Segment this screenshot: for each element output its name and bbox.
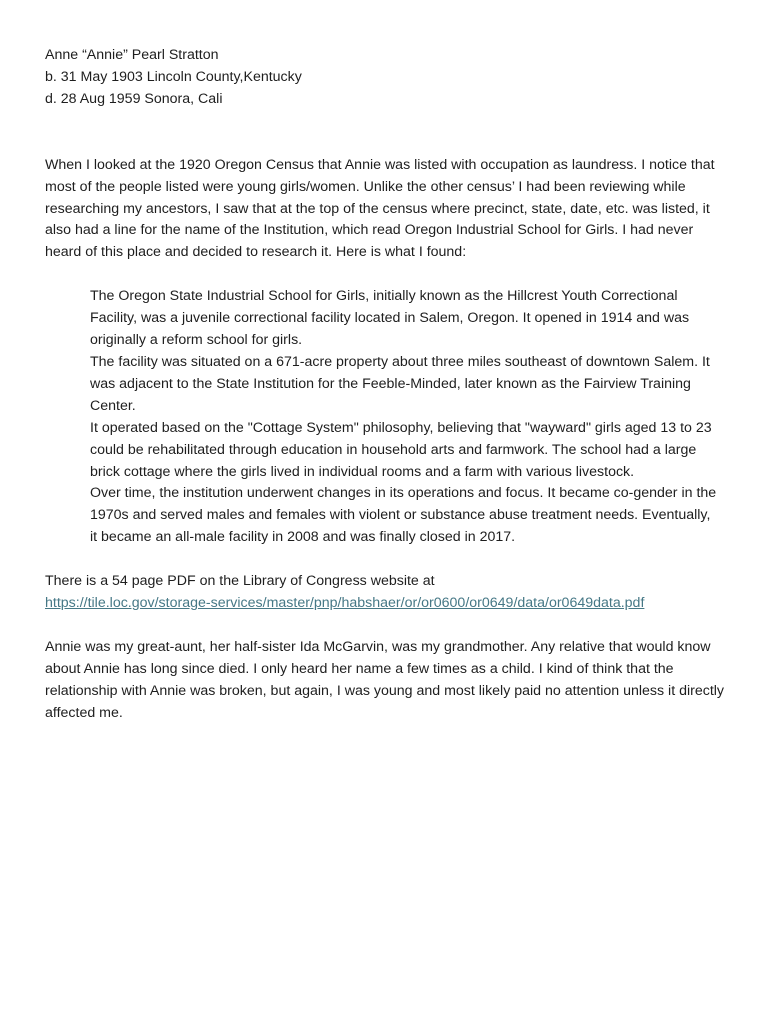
- quote-paragraph: Over time, the institution underwent changes in its operations and focus. It became co-gender in the 1970s and served males and females with violent or substance abuse treatment needs. Eventually, it became an all-male facility in 2008 and was finally closed in 2017.: [90, 485, 717, 546]
- person-name: Anne “Annie” Pearl Stratton: [45, 47, 219, 63]
- spacer: [45, 111, 727, 155]
- death-info: d. 28 Aug 1959 Sonora, Cali: [45, 90, 223, 107]
- quote-paragraph: It operated based on the "Cottage System" philosophy, believing that "wayward" girls aged 13 to 23 could be rehabilitated through education in household arts and farmwork. The school had a large brick cottage where the girls lived in individual rooms and a farm with various livestock.: [90, 419, 712, 480]
- spacer: [45, 264, 727, 286]
- spacer: [45, 549, 727, 571]
- research-quote: [90, 286, 720, 549]
- closing-paragraph: Annie was my great-aunt, her half-sister Ida McGarvin, was my grandmother. Any relative that would know about Annie has long since died. I only heard her name a few times as a child. I kind of think that the relationship with Annie was broken, but again, I was young and most likely paid no attention unless it directly affected me.: [45, 638, 725, 721]
- document-page: [45, 45, 727, 725]
- pdf-note: There is a 54 page PDF on the Library of Congress website at: [45, 573, 435, 590]
- spacer: [45, 615, 727, 637]
- header-block: [45, 45, 727, 111]
- quote-paragraph: The facility was situated on a 671-acre property about three miles southeast of downtown Salem. It was adjacent to the State Institution for the Feeble-Minded, later known as the Fairview Training Center.: [90, 353, 710, 414]
- intro-paragraph: When I looked at the 1920 Oregon Census that Annie was listed with occupation as laundress. I notice that most of the people listed were young girls/women. Unlike the other census’ I had been reviewing while researching my ancestors, I saw that at the top of the census where precinct, state, date, etc. was listed, it also had a line for the name of the Institution, which read Oregon Industrial School for Girls. I had never heard of this place and decided to research it. Here is what I found:: [45, 156, 715, 261]
- birth-info: b. 31 May 1903 Lincoln County,Kentucky: [45, 68, 302, 85]
- pdf-link[interactable]: https://tile.loc.gov/storage-services/master/pnp/habshaer/or/or0600/or0649/data/or0649data.pdf: [45, 595, 645, 612]
- quote-paragraph: The Oregon State Industrial School for Girls, initially known as the Hillcrest Youth Correctional Facility, was a juvenile correctional facility located in Salem, Oregon. It opened in 1914 and was originally a reform school for girls.: [90, 288, 690, 349]
